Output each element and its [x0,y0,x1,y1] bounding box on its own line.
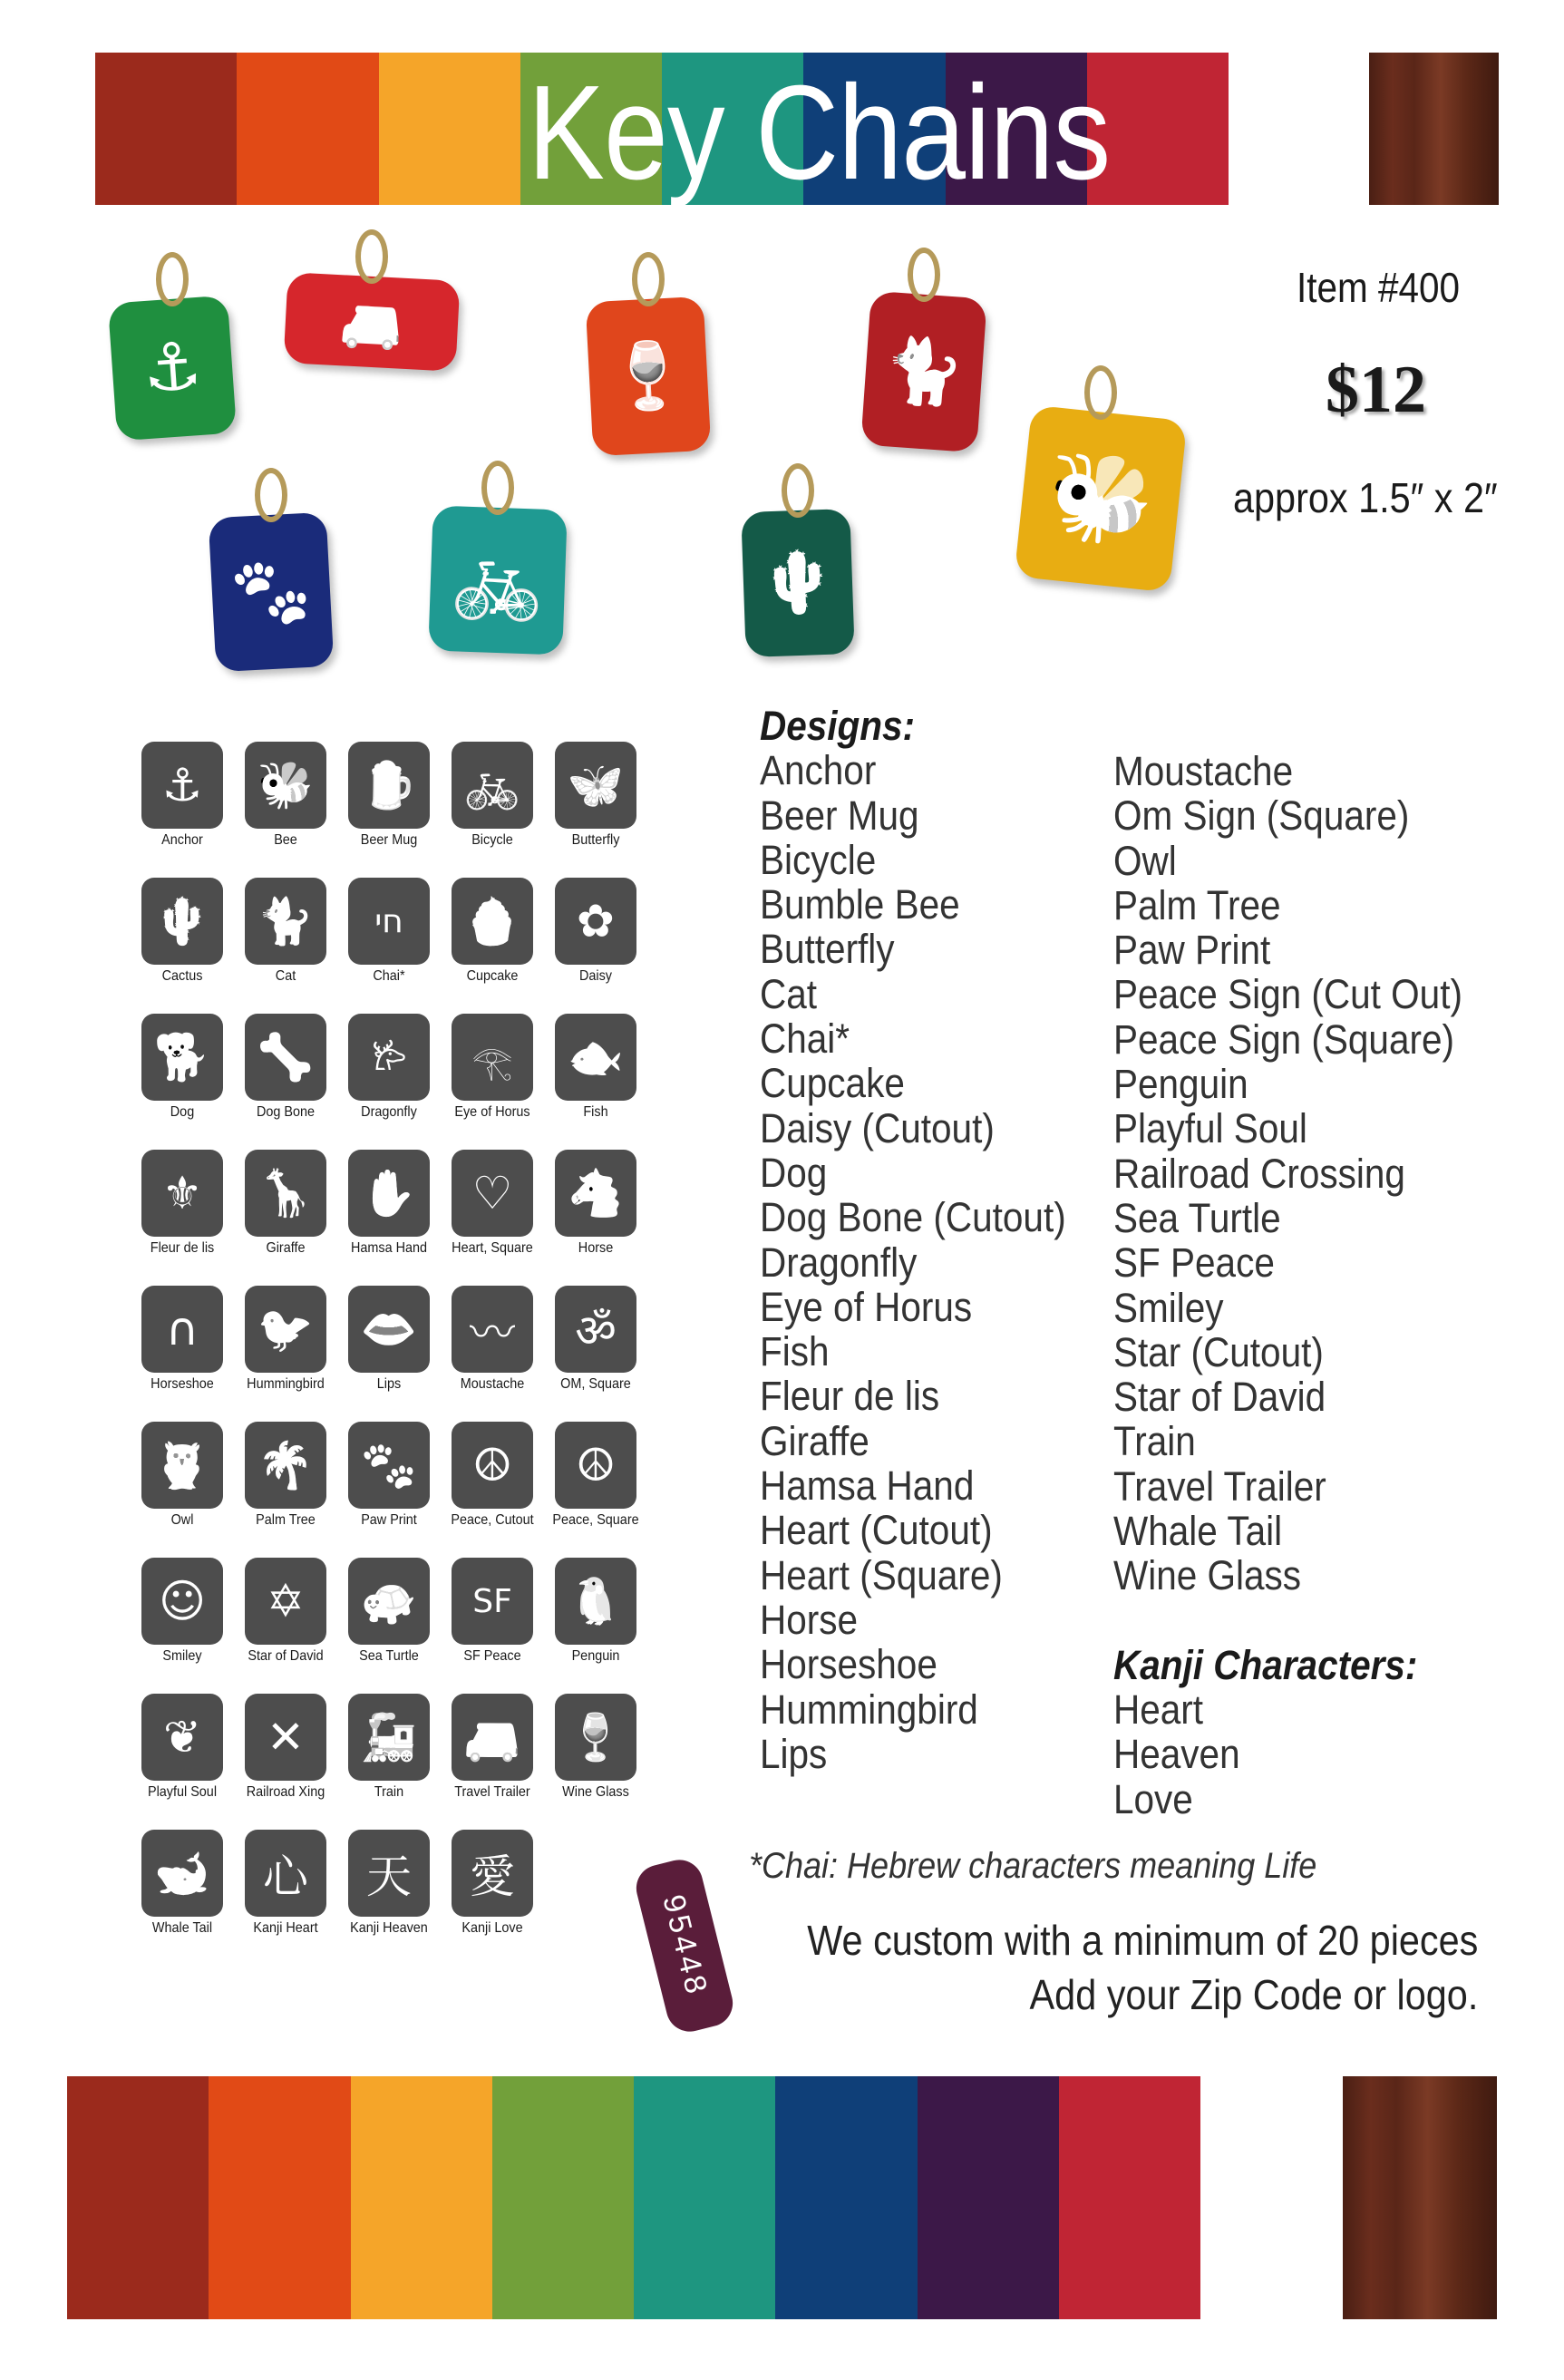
color-stripe [1059,2076,1200,2319]
design-tile-icon: 🦋 [555,742,636,829]
keyring-icon [908,248,940,302]
design-list-item: Chai* [760,1015,850,1063]
design-list-item: Butterfly [760,926,895,973]
design-tile-label: Cupcake [466,968,519,984]
design-tile-label: Dog [170,1104,195,1120]
design-tile-icon: SF [452,1558,533,1645]
color-stripe [918,2076,1059,2319]
design-tile [452,1694,533,1801]
design-tile-label: Bee [274,832,297,848]
design-tile [141,1694,223,1801]
bicycle-icon: 🚲 [450,536,546,626]
design-list-item: Palm Tree [1113,881,1281,928]
design-tile [452,1150,533,1257]
design-tile-label: Fish [583,1104,608,1120]
design-tile-label: Whale Tail [151,1920,213,1936]
design-tile-label: Hamsa Hand [350,1240,428,1256]
design-tile-label: Kanji Heart [253,1920,318,1936]
design-list-item: Playful Soul [1113,1105,1307,1152]
design-tile [452,1558,533,1665]
design-list-item: Train [1113,1418,1196,1465]
color-stripe [634,2076,775,2319]
anchor-icon: ⚓ [140,327,205,409]
custom-note-line-2: Add your Zip Code or logo. [1029,1971,1478,2018]
design-list-item: Lips [760,1730,828,1777]
design-tile-label: Sea Turtle [359,1648,419,1664]
design-tile-icon: 🌴 [245,1422,326,1509]
design-tile-label: Peace, Square [552,1512,639,1528]
design-tile [141,1014,223,1121]
design-tile-label: Anchor [161,832,203,848]
design-tile-icon: ✋ [348,1150,430,1237]
bottom-wood-swatch [1343,2076,1497,2319]
design-tile-icon: 🐴 [555,1150,636,1237]
design-tile [555,742,636,849]
design-list-item: Heart (Square) [760,1551,1003,1598]
design-tile-label: Paw Print [361,1512,417,1528]
design-tile-icon: 🐕 [141,1014,223,1101]
designs-heading: Designs: [760,703,916,749]
design-tile [348,742,430,849]
design-tile-icon: ✕ [245,1694,326,1781]
design-tile [348,1830,430,1937]
design-tile-icon: 愛 [452,1830,533,1917]
design-tile [245,1694,326,1801]
paw-icon: 🐾 [228,551,314,632]
design-tile-label: Cat [275,968,296,984]
design-tile-label: Palm Tree [256,1512,316,1528]
design-tile-icon: 天 [348,1830,430,1917]
kanji-list-item: Heart [1113,1685,1204,1733]
design-tile-label: Owl [170,1512,194,1528]
color-stripe [492,2076,634,2319]
size-note: approx 1.5″ x 2″ [1233,474,1498,521]
design-tile-icon: 🐾 [348,1422,430,1509]
design-tile-icon: ☺ [141,1558,223,1645]
design-tile [245,1150,326,1257]
design-tile [141,1286,223,1393]
item-number: Item #400 [1297,264,1461,311]
design-list-item: Heart (Cutout) [760,1507,993,1554]
design-tile-label: Train [374,1784,404,1800]
design-list-item: Horse [760,1596,859,1643]
design-tile-icon: 🍷 [555,1694,636,1781]
design-list-item: Giraffe [760,1417,869,1464]
design-list-item: Star of David [1113,1374,1326,1421]
design-tile-label: Wine Glass [562,1784,629,1800]
design-tile [348,1286,430,1393]
design-tile-icon: 👄 [348,1286,430,1373]
design-tile-label: Heart, Square [452,1240,533,1256]
design-tile-icon: חי [348,878,430,965]
design-list-item: Horseshoe [760,1641,937,1688]
design-tile [245,1558,326,1665]
design-tile-label: OM, Square [560,1376,631,1392]
keychain-bicycle [428,505,567,655]
design-tile-label: Penguin [571,1648,620,1664]
design-tile-label: Dog Bone [256,1104,316,1120]
design-tile-icon: 🐧 [555,1558,636,1645]
keyring-icon [1084,365,1117,420]
design-tile-icon: 🚐 [452,1694,533,1781]
design-tile [348,878,430,985]
design-tile-icon: 🐢 [348,1558,430,1645]
design-list-item: Dragonfly [760,1239,918,1286]
keychain-wine-glass [586,296,712,457]
design-tile [348,1558,430,1665]
design-tile-icon: ✡ [245,1558,326,1645]
design-list-item: Anchor [760,747,877,794]
design-list-item: Om Sign (Square) [1113,792,1410,840]
design-list-item: Star (Cutout) [1113,1328,1324,1375]
custom-note-line-1: We custom with a minimum of 20 pieces [806,1917,1478,1964]
design-tile-label: Fleur de lis [150,1240,215,1256]
page-title: Key Chains [528,58,1111,208]
keychain-paw [209,512,335,673]
design-tile-icon: ✿ [555,878,636,965]
design-tile-label: Travel Trailer [454,1784,530,1800]
color-stripe [775,2076,917,2319]
trailer-icon: 🚐 [339,290,404,353]
design-tile [555,1014,636,1121]
design-tile-icon: ॐ [555,1286,636,1373]
design-tile-icon: 🌵 [141,878,223,965]
keyring-icon [481,461,514,515]
design-tile-icon: ⚜ [141,1150,223,1237]
design-tile-icon: 🚂 [348,1694,430,1781]
design-list-item: Dog Bone (Cutout) [760,1194,1066,1241]
design-tile [141,1830,223,1937]
design-tile-icon: ☮ [452,1422,533,1509]
keyring-icon [632,252,665,306]
bottom-color-stripes [67,2076,1200,2319]
design-tile-label: Chai* [373,968,405,984]
design-tile-label: Star of David [248,1648,324,1664]
design-tile-icon: ♡ [452,1150,533,1237]
design-tile [141,742,223,849]
design-tile [245,1422,326,1529]
keyring-icon [255,468,287,522]
design-tile-icon: 🐝 [245,742,326,829]
design-tile-icon: 🐋 [141,1830,223,1917]
design-tile-icon: 🚲 [452,742,533,829]
kanji-heading: Kanji Characters: [1113,1641,1418,1688]
design-tile [245,1286,326,1393]
design-list-item: Smiley [1113,1284,1224,1331]
design-list-item: Eye of Horus [760,1283,973,1330]
design-tile-label: Horseshoe [151,1376,214,1392]
design-tile-label: Hummingbird [247,1376,325,1392]
design-tile [245,878,326,985]
design-tile [348,1694,430,1801]
design-tile-label: Horse [578,1240,614,1256]
design-tile [141,878,223,985]
design-tile [245,1830,326,1937]
designs-list-left [760,704,1066,1776]
design-tile-label: Peace, Cutout [451,1512,534,1528]
color-stripe [237,53,378,205]
design-tile-label: Daisy [578,968,612,984]
design-list-item: Fleur de lis [760,1373,940,1420]
design-tile-label: Smiley [162,1648,202,1664]
zip-code-keychain-sample: 95448 [631,1855,737,2036]
design-list-item: Wine Glass [1113,1552,1302,1599]
design-tile [141,1558,223,1665]
design-list-item: Bicycle [760,836,877,883]
color-stripe [379,53,520,205]
color-stripe [351,2076,492,2319]
design-tile-label: Beer Mug [360,832,418,848]
design-tile [141,1150,223,1257]
design-tile-icon: 🦴 [245,1014,326,1101]
design-list-item: Cat [760,970,818,1017]
design-tile [348,1422,430,1529]
design-tile [552,1422,639,1529]
design-list-item: Fish [760,1328,830,1375]
design-list-item: Beer Mug [760,792,919,839]
color-stripe [95,53,237,205]
design-tile-icon: ❦ [141,1694,223,1781]
design-tile [452,1830,533,1937]
design-tile-label: Bicycle [471,832,513,848]
cat-icon: 🐈 [881,331,967,412]
design-tile [245,742,326,849]
design-tile-label: Lips [376,1376,402,1392]
keyring-icon [156,252,189,306]
design-tile-icon: 𐂂 [348,1014,430,1101]
keychain-trailer [284,272,461,372]
kanji-list-item: Love [1113,1775,1193,1822]
design-tile-icon: 心 [245,1830,326,1917]
design-tile-icon: 🧁 [452,878,533,965]
design-list-item: Owl [1113,837,1177,884]
design-tile-icon: 〰 [452,1286,533,1373]
design-list-item: Hummingbird [760,1685,978,1733]
design-list-item: Hamsa Hand [760,1462,975,1510]
design-tile [555,1558,636,1665]
design-tile-label: Moustache [460,1376,525,1392]
design-list-item: Peace Sign (Cut Out) [1113,971,1462,1018]
price: $12 [1326,353,1426,427]
design-tile-label: Cactus [161,968,203,984]
design-tile-label: SF Peace [463,1648,521,1664]
designs-list-right [1113,749,1462,1821]
design-list-item: Travel Trailer [1113,1462,1326,1510]
design-list-item: Paw Print [1113,927,1271,974]
design-tile-icon: 🐦 [245,1286,326,1373]
chai-footnote: *Chai: Hebrew characters meaning Life [749,1846,1317,1886]
design-list-item: Daisy (Cutout) [760,1104,995,1151]
design-tile-icon: 🐈 [245,878,326,965]
cactus-icon: 🌵 [759,546,837,619]
design-list-item: Sea Turtle [1113,1194,1281,1241]
design-tile-label: Kanji Heaven [350,1920,428,1936]
design-tile [452,742,533,849]
design-list-item: Railroad Crossing [1113,1150,1405,1197]
design-tile [245,1014,326,1121]
keychain-bee [1015,405,1188,593]
design-tile-label: Railroad Xing [246,1784,325,1800]
keychain-anchor [108,296,237,442]
design-tile-icon: 🦉 [141,1422,223,1509]
design-tile-label: Giraffe [266,1240,306,1256]
design-tile-icon: 🦒 [245,1150,326,1237]
design-list-item: Whale Tail [1113,1508,1283,1555]
keyring-icon [355,229,388,284]
design-tile [555,1694,636,1801]
design-tile [452,878,533,985]
keychain-cat [860,291,987,453]
color-stripe [209,2076,350,2319]
design-tile-label: Eye of Horus [454,1104,530,1120]
keyring-icon [782,463,814,518]
design-tile [452,1286,533,1393]
design-tile [555,1150,636,1257]
design-tile-label: Butterfly [571,832,620,848]
design-tile-icon: 🍺 [348,742,430,829]
design-tile [452,1014,533,1121]
design-list-item: Bumble Bee [760,881,960,928]
keychain-cactus [741,509,855,657]
design-tile [555,1286,636,1393]
design-tile [348,1014,430,1121]
custom-order-note [807,1913,1478,2022]
design-tile-icon: 𓂀 [452,1014,533,1101]
wine-glass-icon: 🍷 [606,335,691,416]
design-tile-label: Playful Soul [147,1784,218,1800]
design-tile [141,1422,223,1529]
design-list-item: Moustache [1113,748,1294,794]
design-list-item: Peace Sign (Square) [1113,1015,1454,1063]
design-tile [555,878,636,985]
color-stripe [67,2076,209,2319]
design-tile [452,1422,533,1529]
design-tile [348,1150,430,1257]
design-list-item: SF Peace [1113,1239,1275,1287]
design-tile-icon: 🐟 [555,1014,636,1101]
design-tile-icon: ☮ [555,1422,636,1509]
design-list-item: Dog [760,1149,828,1196]
design-tile-label: Dragonfly [361,1104,417,1120]
design-list-item: Cupcake [760,1060,905,1107]
bee-icon: 🐝 [1042,442,1160,554]
design-tile-label: Kanji Love [461,1920,523,1936]
kanji-list-item: Heaven [1113,1731,1240,1778]
design-list-item: Penguin [1113,1061,1248,1108]
design-tile-icon: ∩ [141,1286,223,1373]
design-tile-icon: ⚓ [141,742,223,829]
